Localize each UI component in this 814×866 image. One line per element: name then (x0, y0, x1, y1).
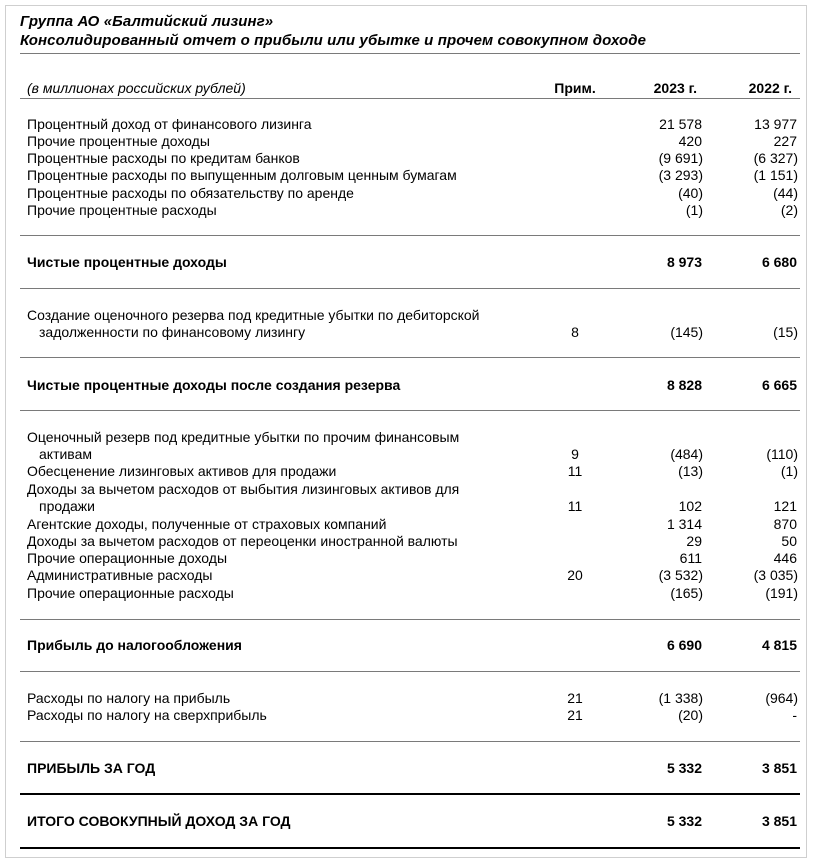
company-title: Группа АО «Балтийский лизинг» (20, 13, 274, 30)
row-label: Создание оценочного резерва под кредитные убытки по дебиторской (27, 307, 480, 323)
value-2023: 8 828 (666, 377, 702, 393)
value-2023: (165) (670, 585, 703, 601)
value-2022: (1) (780, 463, 798, 479)
table-row (0, 690, 814, 707)
row-label: Чистые процентные доходы после создания резерва (27, 377, 401, 393)
note-ref: 9 (571, 446, 579, 462)
table-row (0, 567, 814, 584)
total-row (0, 813, 814, 830)
subtotal-row (0, 377, 814, 394)
total-row (0, 760, 814, 777)
value-2022: 446 (773, 550, 797, 566)
table-row (0, 167, 814, 184)
value-2022: (3 035) (753, 567, 798, 583)
note-ref: 20 (567, 567, 583, 583)
row-label: Обесценение лизинговых активов для продажи (27, 463, 337, 479)
divider-thick (20, 793, 800, 795)
value-2022: 3 851 (761, 813, 797, 829)
subtotal-row (0, 637, 814, 654)
value-2022: 6 665 (761, 377, 797, 393)
row-label: Процентные расходы по выпущенным долговым ценным бумагам (27, 167, 457, 183)
table-row (0, 446, 814, 463)
value-2023: 21 578 (659, 116, 702, 132)
value-2023: (1 338) (658, 690, 703, 706)
value-2023: (145) (670, 324, 703, 340)
note-column-header: Прим. (554, 80, 596, 96)
divider (20, 53, 800, 54)
table-row (0, 516, 814, 533)
row-label-continuation: продажи (39, 498, 95, 514)
row-label: Процентные расходы по кредитам банков (27, 150, 300, 166)
divider (20, 741, 800, 742)
row-label: Агентские доходы, полученные от страховых компаний (27, 516, 387, 532)
value-2023: 1 314 (666, 516, 702, 532)
divider-thick (20, 847, 800, 849)
subtotal-row (0, 254, 814, 271)
divider (20, 410, 800, 411)
row-label: Расходы по налогу на сверхприбыль (27, 707, 267, 723)
value-2022: 870 (773, 516, 797, 532)
value-2022: 13 977 (754, 116, 797, 132)
table-row (0, 324, 814, 341)
value-2022: (110) (766, 446, 798, 462)
table-row (0, 481, 814, 498)
row-label: Прочие процентные расходы (27, 202, 217, 218)
value-2023: (13) (678, 463, 703, 479)
year-2023-header: 2023 г. (653, 80, 697, 96)
value-2023: 102 (678, 498, 702, 514)
value-2022: (44) (773, 185, 798, 201)
row-label-continuation: задолженности по финансовому лизингу (39, 324, 306, 340)
value-2023: (1) (685, 202, 703, 218)
row-label: ПРИБЫЛЬ ЗА ГОД (27, 760, 156, 776)
table-row (0, 150, 814, 167)
row-label: Административные расходы (27, 567, 213, 583)
divider (20, 671, 800, 672)
table-row (0, 463, 814, 480)
table-row (0, 307, 814, 324)
row-label: Прочие операционные доходы (27, 550, 228, 566)
value-2022: (964) (765, 690, 798, 706)
row-label: Прочие операционные расходы (27, 585, 234, 601)
table-row (0, 116, 814, 133)
row-label-continuation: активам (39, 446, 92, 462)
row-label: Процентный доход от финансового лизинга (27, 116, 312, 132)
divider (20, 288, 800, 289)
value-2023: (3 293) (658, 167, 703, 183)
value-2022: 6 680 (761, 254, 797, 270)
table-row (0, 550, 814, 567)
note-ref: 11 (567, 463, 583, 479)
value-2023: (20) (678, 707, 703, 723)
divider (20, 98, 800, 99)
value-2022: 3 851 (761, 760, 797, 776)
report-title: Консолидированный отчет о прибыли или убытке и прочем совокупном доходе (20, 32, 647, 49)
value-2022: 121 (773, 498, 797, 514)
table-row (0, 133, 814, 150)
value-2023: 5 332 (666, 760, 702, 776)
value-2022: (6 327) (753, 150, 798, 166)
units-label: (в миллионах российских рублей) (27, 80, 246, 96)
value-2022: (191) (765, 585, 798, 601)
value-2022: - (792, 707, 797, 723)
year-2022-header: 2022 г. (748, 80, 792, 96)
table-row (0, 185, 814, 202)
divider (20, 357, 800, 358)
value-2023: (9 691) (658, 150, 703, 166)
divider (20, 235, 800, 236)
value-2022: 227 (773, 133, 797, 149)
table-row (0, 498, 814, 515)
row-label: Прочие процентные доходы (27, 133, 210, 149)
row-label: Доходы за вычетом расходов от переоценки иностранной валюты (27, 533, 458, 549)
note-ref: 8 (571, 324, 579, 340)
column-header-row (0, 80, 814, 97)
table-row (0, 202, 814, 219)
row-label: Чистые процентные доходы (27, 254, 227, 270)
table-row (0, 533, 814, 550)
divider (20, 619, 800, 620)
value-2023: (484) (670, 446, 703, 462)
value-2022: (1 151) (753, 167, 798, 183)
note-ref: 21 (567, 690, 583, 706)
value-2023: 420 (678, 133, 702, 149)
value-2023: (40) (678, 185, 703, 201)
note-ref: 21 (567, 707, 583, 723)
note-ref: 11 (567, 498, 583, 514)
value-2023: 611 (679, 550, 702, 566)
row-label: ИТОГО СОВОКУПНЫЙ ДОХОД ЗА ГОД (27, 813, 291, 829)
value-2022: (15) (773, 324, 798, 340)
value-2022: 4 815 (761, 637, 797, 653)
value-2023: 29 (686, 533, 702, 549)
table-row (0, 585, 814, 602)
row-label: Доходы за вычетом расходов от выбытия лизинговых активов для (27, 481, 460, 497)
value-2022: (2) (780, 202, 798, 218)
value-2023: 5 332 (666, 813, 702, 829)
table-row (0, 707, 814, 724)
value-2022: 50 (781, 533, 797, 549)
row-label: Прибыль до налогообложения (27, 637, 242, 653)
value-2023: (3 532) (658, 567, 703, 583)
row-label: Оценочный резерв под кредитные убытки по прочим финансовым (27, 429, 460, 445)
value-2023: 6 690 (666, 637, 702, 653)
row-label: Процентные расходы по обязательству по аренде (27, 185, 354, 201)
table-row (0, 429, 814, 446)
value-2023: 8 973 (666, 254, 702, 270)
row-label: Расходы по налогу на прибыль (27, 690, 231, 706)
